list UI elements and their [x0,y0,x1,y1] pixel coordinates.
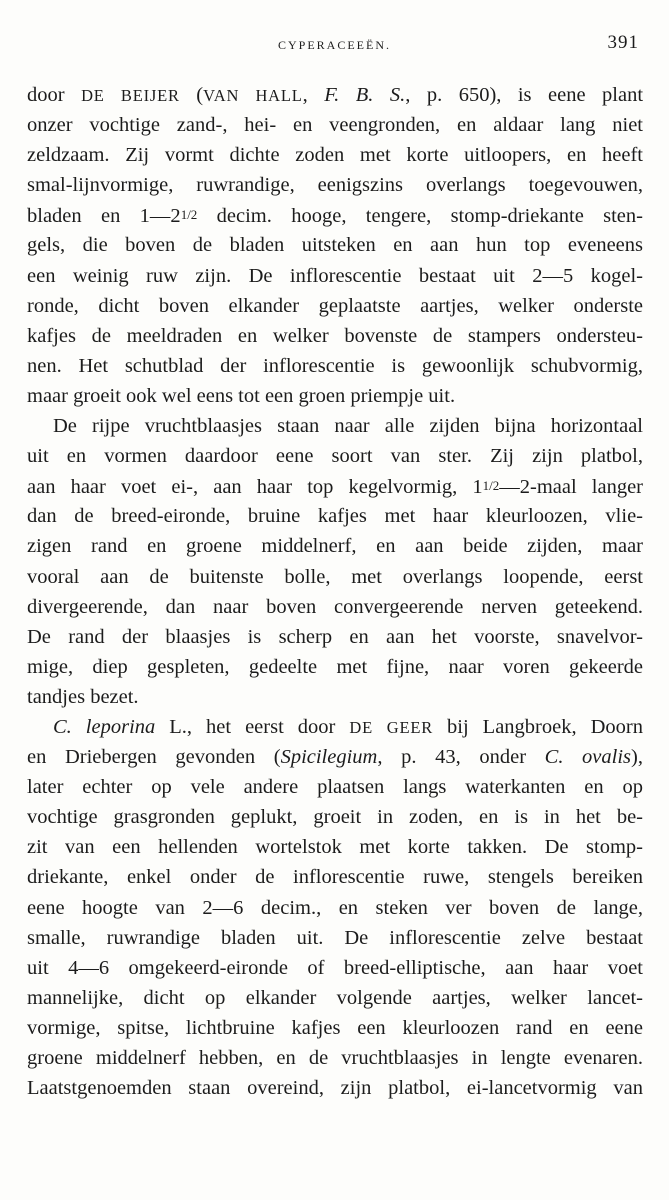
text-line [27,321,643,351]
text-line [27,682,643,712]
text-line [27,742,643,772]
text-run: ( [179,84,204,106]
text-run: nen. Het schutblad der inflorescentie is gewoonlijk schubvormig, [27,354,643,377]
text-run: smalle, ruwrandige bladen uit. De inflorescentie zelve bestaat [27,926,643,949]
text-line [27,351,643,381]
text-line [27,291,643,321]
text-run: De rand der blaasjes is scherp en aan het voorste, snavelvor- [27,625,643,648]
text-run: vooral aan de buitenste bolle, met overlangs loopende, eerst [27,565,643,588]
page-number: 391 [607,32,639,53]
text-run: , p. 650), is eene plant [405,84,644,106]
text-run: , p. 43, onder [377,746,545,769]
text-run: groene middelnerf hebben, en de vruchtblaasjes in lengte evenaren. [27,1047,643,1069]
text-run: dan de breed-eironde, bruine kafjes met haar kleurloozen, vlie- [27,505,643,528]
text-line [27,140,643,170]
text-line [27,622,643,652]
italic-run: C. leporina [53,715,156,738]
text-line [27,592,643,622]
fraction: 1/2 [180,207,198,223]
text-run: vormige, spitse, lichtbruine kafjes een kleurloozen rand en eene [27,1016,643,1039]
text-run: door [27,84,82,106]
small-caps-run: DE BEIJER [81,86,180,105]
text-run: bladen en 1—2 [27,205,181,228]
text-line [27,923,643,953]
small-caps-run: DE GEER [349,717,434,737]
text-line [27,712,643,742]
text-line [27,893,643,923]
italic-run: Spicilegium [280,746,378,769]
text-run: mannelijke, dicht op elkander volgende aartjes, welker lancet- [27,986,643,1009]
text-run: zigen rand en groene middelnerf, en aan beide zijden, maar [27,535,643,558]
text-run: —2-maal langer [499,476,644,499]
text-line [27,200,643,230]
text-run: later echter op vele andere plaatsen langs waterkanten en op [27,776,643,799]
text-line [27,230,643,260]
text-line [27,953,643,983]
text-run: gels, die boven de bladen uitsteken en aan hun top eveneens [27,234,643,257]
text-line [27,110,643,140]
text-run: Laatstgenoemden staan overeind, zijn platbol, ei-lancetvormig van [27,1077,643,1100]
text-line [27,381,643,411]
text-line [27,170,643,200]
text-run: uit 4—6 omgekeerd-eironde of breed-elliptische, aan haar voet [27,956,643,979]
text-line [27,772,643,802]
text-run: uit en vormen daardoor eene soort van ster. Zij zijn platbol, [27,445,643,468]
text-line [27,441,643,471]
text-line [27,471,643,501]
text-line [27,1043,643,1073]
text-run: ronde, dicht boven elkander geplaatste aartjes, welker onderste [27,294,643,317]
text-run: zeldzaam. Zij vormt dichte zoden met korte uitloopers, en heeft [27,144,643,167]
text-run: divergeerende, dan naar boven convergeerende nerven geteekend. [27,595,643,618]
text-line [27,411,643,441]
italic-run: C. ovalis [544,746,632,769]
text-line [27,1073,643,1103]
text-run: smal-lijnvormige, ruwrandige, eenigszins overlangs toegevouwen, [27,174,643,197]
text-run: een weinig ruw zijn. De inflorescentie bestaat uit 2—5 kogel- [27,264,643,287]
text-line [27,1013,643,1043]
text-line [27,862,643,892]
text-run: en Driebergen gevonden ( [27,746,281,769]
text-run: tandjes bezet. [27,685,139,708]
text-run: maar groeit ook wel eens tot een groen priempje uit. [27,384,456,407]
text-run: L., het eerst door [155,715,350,738]
text-run: kafjes de meeldraden en welker bovenste de stampers ondersteu- [27,324,643,347]
text-run: zit van een hellenden wortelstok met korte takken. De stomp- [27,836,643,859]
text-run: onzer vochtige zand-, hei- en veengronden, en aldaar lang niet [27,114,643,137]
fraction: 1/2 [482,478,500,494]
italic-run: F. B. S. [324,84,406,106]
text-line [27,531,643,561]
text-line [27,652,643,682]
text-run: vochtige grasgronden geplukt, groeit in zoden, en is in het be- [27,806,643,829]
text-run: eene hoogte van 2—6 decim., en steken ver boven de lange, [27,896,643,919]
text-run: bij Langbroek, Doorn [433,715,643,738]
text-run: ), [631,746,643,769]
text-line [27,832,643,862]
text-run: aan haar voet ei-, aan haar top kegelvormig, 1 [27,476,483,499]
text-line [27,983,643,1013]
text-run: De rijpe vruchtblaasjes staan naar alle zijden bijna horizontaal [53,415,643,438]
running-title: CYPERACEEËN. [277,38,391,52]
text-run: driekante, enkel onder de inflorescentie ruwe, stengels bereiken [27,866,643,889]
text-line [27,501,643,531]
text-line [27,80,643,110]
text-line [27,802,643,832]
text-line [27,261,643,291]
text-run: , [302,84,325,106]
text-run: decim. hooge, tengere, stomp-driekante sten- [197,205,643,228]
body-text [27,80,643,1103]
small-caps-run: VAN HALL [203,86,303,105]
text-line [27,562,643,592]
running-head [0,34,669,56]
text-run: mige, diep gespleten, gedeelte met fijne, naar voren gekeerde [27,655,643,678]
